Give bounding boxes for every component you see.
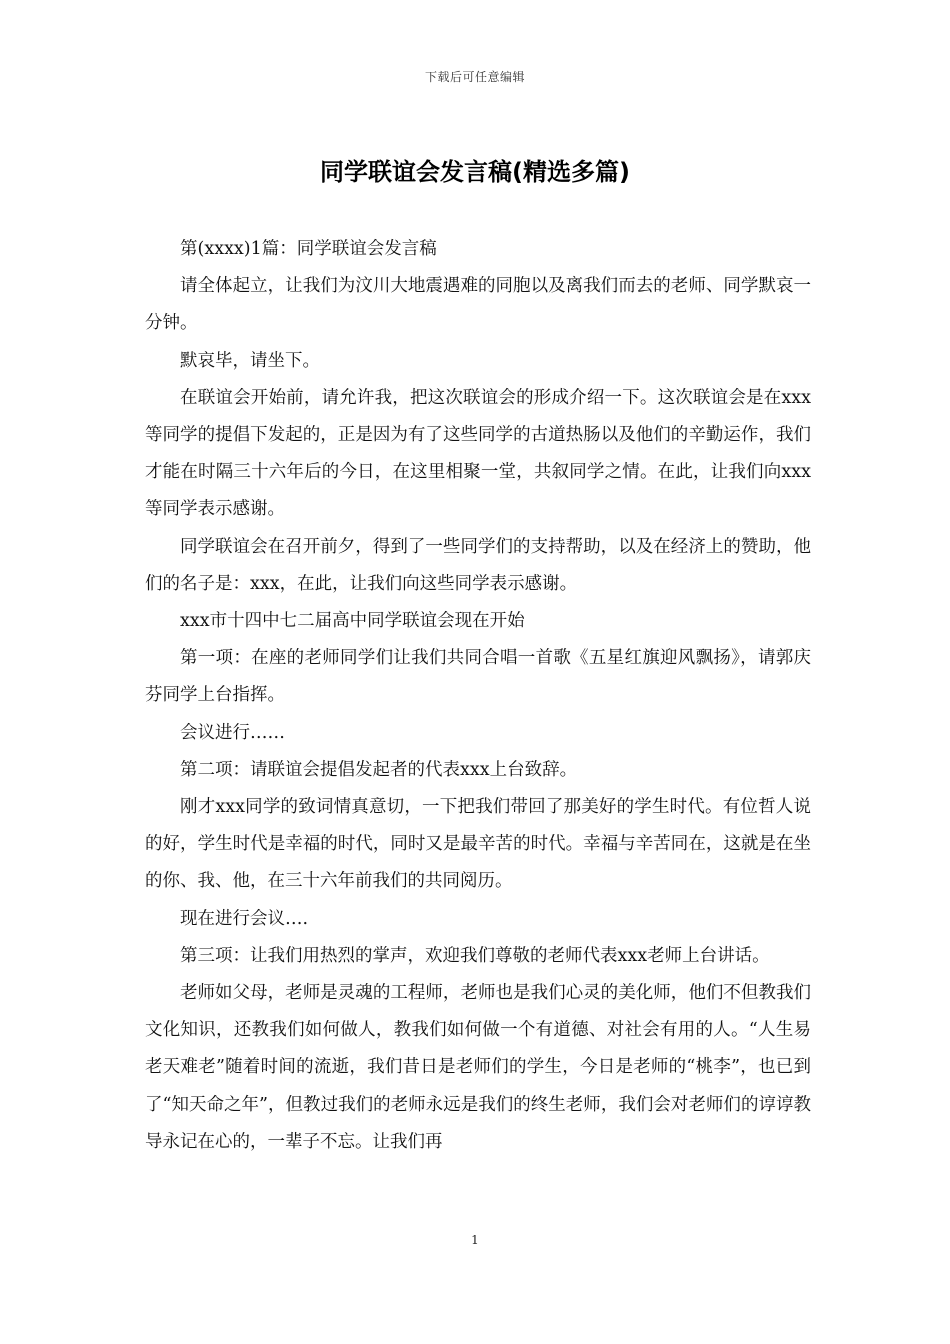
paragraph: 老师如父母，老师是灵魂的工程师，老师也是我们心灵的美化师，他们不但教我们文化知识，还教我们如何做人，教我们如何做一个有道德、对社会有用的人。“人生易老天难老”随着时间的流逝，我们昔日是老师们的学生，今日是老师的“桃李”，也已到了“知天命之年”，但教过我们的老师永远是我们的终生老师，我们会对老师们的谆谆教导永记在心的，一辈子不忘。让我们再 <box>145 983 811 1152</box>
page-number: 1 <box>471 1233 479 1247</box>
paragraph: 第(xxxx)1篇：同学联谊会发言稿 <box>180 239 437 259</box>
paragraph: 同学联谊会在召开前夕，得到了一些同学们的支持帮助，以及在经济上的赞助，他们的名子是：xxx，在此，让我们向这些同学表示感谢。 <box>145 536 811 594</box>
paragraph: 会议进行…… <box>180 722 285 743</box>
paragraph: xxx市十四中七二届高中同学联谊会现在开始 <box>180 611 525 632</box>
document-title: 同学联谊会发言稿(精选多篇) <box>320 158 630 186</box>
paragraph: 现在进行会议…. <box>180 908 309 929</box>
paragraph: 刚才xxx同学的致词情真意切，一下把我们带回了那美好的学生时代。有位哲人说的好，学生时代是幸福的时代，同时又是最辛苦的时代。幸福与辛苦同在，这就是在坐的你、我、他，在三十六年前我们的共同阅历。 <box>145 797 811 892</box>
paragraph: 第三项：让我们用热烈的掌声，欢迎我们尊敬的老师代表xxx老师上台讲话。 <box>180 945 770 966</box>
document-body <box>145 231 811 1161</box>
paragraph: 请全体起立，让我们为汶川大地震遇难的同胞以及离我们而去的老师、同学默哀一分钟。 <box>145 276 811 334</box>
header-note: 下载后可任意编辑 <box>424 70 525 84</box>
paragraph: 第一项：在座的老师同学们让我们共同合唱一首歌《五星红旗迎风飘扬》，请郭庆芬同学上台指挥。 <box>145 648 811 706</box>
paragraph: 第二项：请联谊会提倡发起者的代表xxx上台致辞。 <box>180 759 578 780</box>
paragraph: 在联谊会开始前，请允许我，把这次联谊会的形成介绍一下。这次联谊会是在xxx等同学的提倡下发起的，正是因为有了这些同学的古道热肠以及他们的辛勤运作，我们才能在时隔三十六年后的今日，在这里相聚一堂，共叙同学之情。在此，让我们向xxx等同学表示感谢。 <box>145 387 811 520</box>
paragraph: 默哀毕，请坐下。 <box>180 350 320 371</box>
